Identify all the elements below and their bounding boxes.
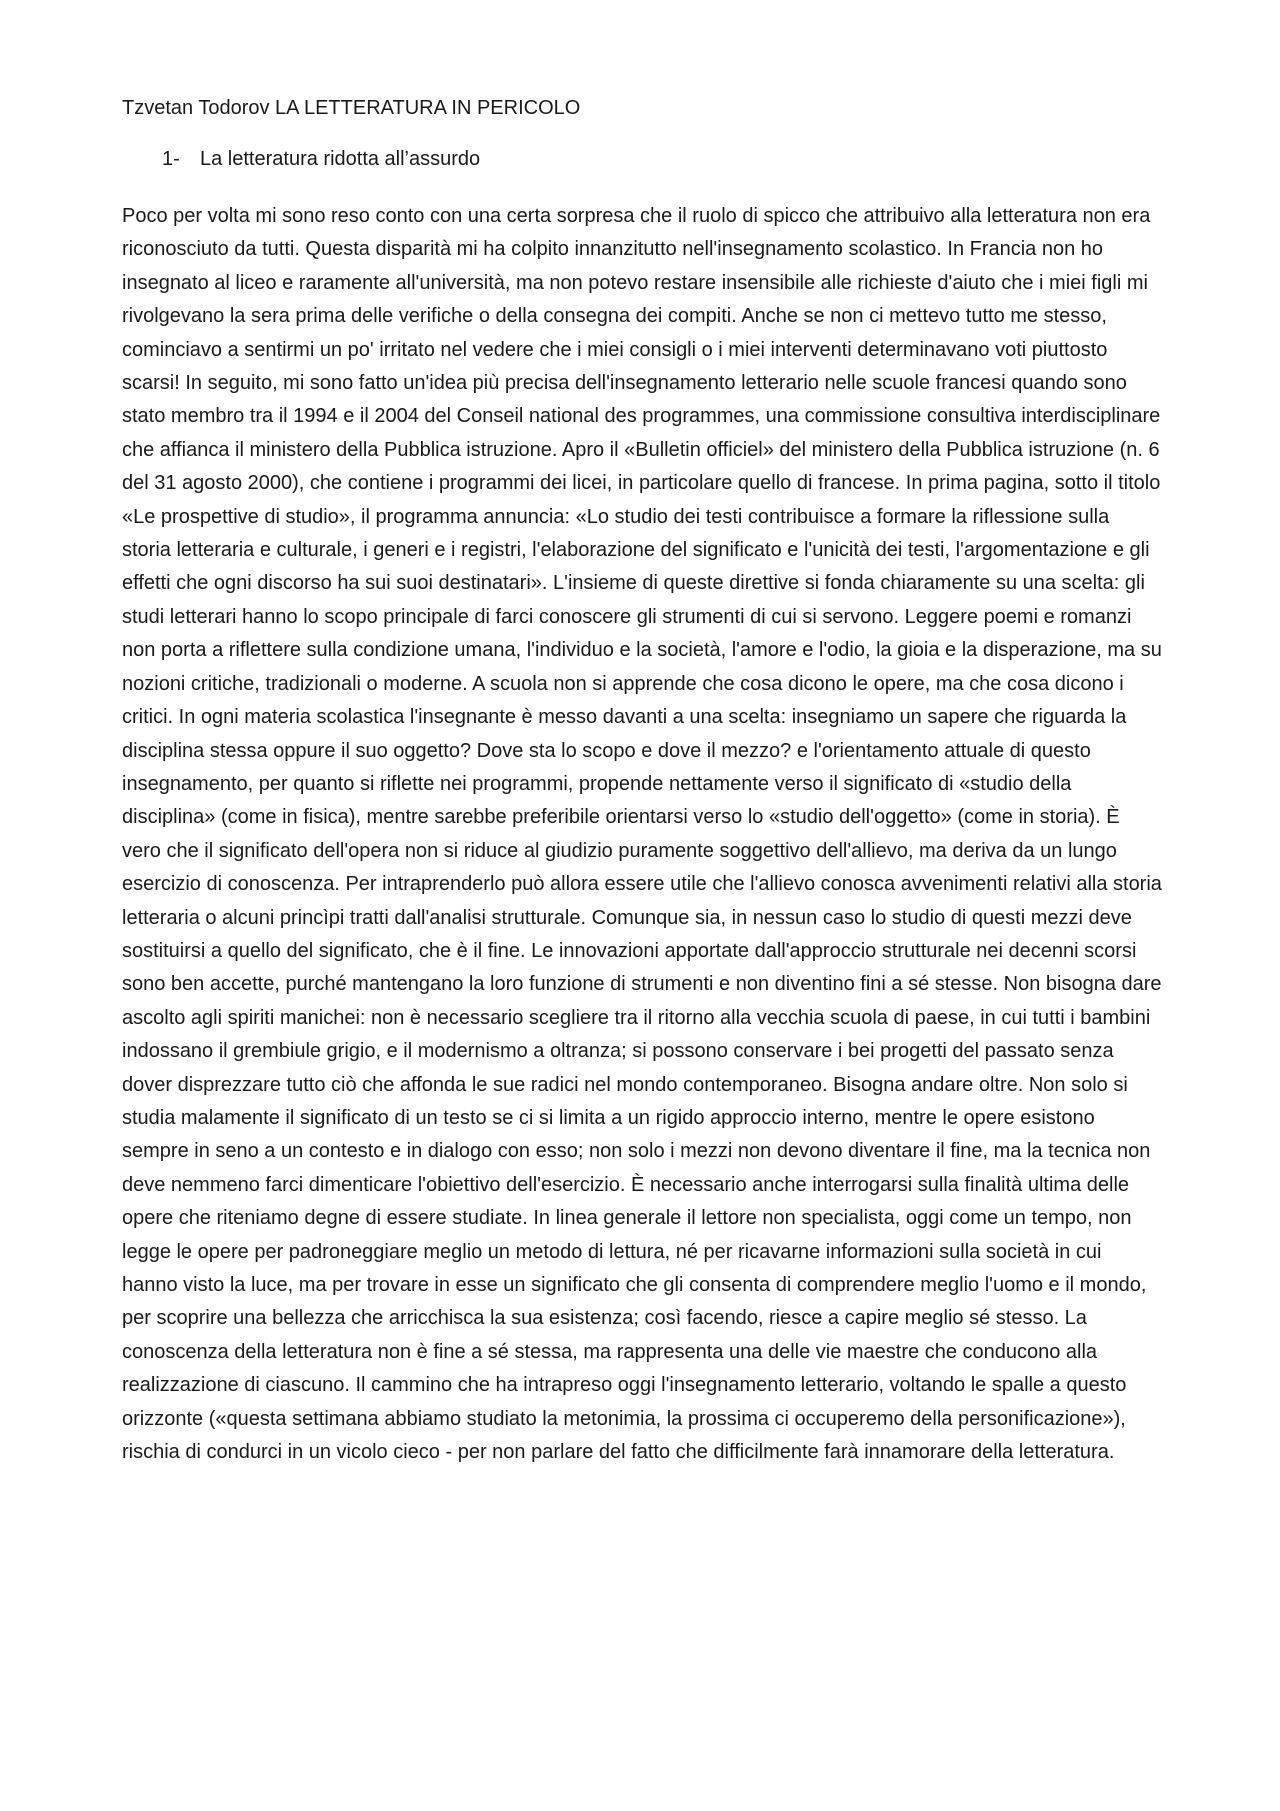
chapter-title: La letteratura ridotta all’assurdo [200, 148, 481, 170]
document-title: Tzvetan Todorov LA LETTERATURA IN PERICOLO [122, 97, 581, 119]
chapter-heading [122, 145, 1162, 173]
chapter-number: 1- [162, 148, 180, 170]
document-content [122, 94, 1162, 1469]
body-paragraph: Poco per volta mi sono reso conto con una certa sorpresa che il ruolo di spicco che attribuivo alla letteratura non era riconosciuto da tutti. Questa disparità mi ha colpito innanzitutto nell'insegnamento scolastico. In Francia non ho insegnato al liceo e raramente all'università, ma non potevo restare insensibile alle richieste d'aiuto che i miei figli mi rivolgevano la sera prima delle verifiche o della consegna dei compiti. Anche se non ci mettevo tutto me stesso, cominciavo a sentirmi un po' irritato nel vedere che i miei consigli o i miei interventi determinavano voti piuttosto scarsi! In seguito, mi sono fatto un'idea più precisa dell'insegnamento letterario nelle scuole francesi quando sono stato membro tra il 1994 e il 2004 del Conseil national des programmes, una commissione consultiva interdisciplinare che affianca il ministero della Pubblica istruzione. Apro il «Bulletin officiel» del ministero della Pubblica istruzione (n. 6 del 31 agosto 2000), che contiene i programmi dei licei, in particolare quello di francese. In prima pagina, sotto il titolo «Le prospettive di studio», il programma annuncia: «Lo studio dei testi contribuisce a formare la riflessione sulla storia letteraria e culturale, i generi e i registri, l'elaborazione del significato e l'unicità dei testi, l'argomentazione e gli effetti che ogni discorso ha sui suoi destinatari». L'insieme di queste direttive si fonda chiaramente su una scelta: gli studi letterari hanno lo scopo principale di farci conoscere gli strumenti di cui si servono. Leggere poemi e romanzi non porta a riflettere sulla condizione umana, l'individuo e la società, l'amore e l'odio, la gioia e la disperazione, ma su nozioni critiche, tradizionali o moderne. A scuola non si apprende che cosa dicono le opere, ma che cosa dicono i critici. In ogni materia scolastica l'insegnante è messo davanti a una scelta: insegniamo un sapere che riguarda la disciplina stessa oppure il suo oggetto? Dove sta lo scopo e dove il mezzo? e l'orientamento attuale di questo insegnamento, per quanto si riflette nei programmi, propende nettamente verso il significato di «studio della disciplina» (come in fisica), mentre sarebbe preferibile orientarsi verso lo «studio dell'oggetto» (come in storia). È vero che il significato dell'opera non si riduce al giudizio puramente soggettivo dell'allievo, ma deriva da un lungo esercizio di conoscenza. Per intraprenderlo può allora essere utile che l'allievo conosca avvenimenti relativi alla storia letteraria o alcuni princìpi tratti dall'analisi strutturale. Comunque sia, in nessun caso lo studio di questi mezzi deve sostituirsi a quello del significato, che è il fine. Le innovazioni apportate dall'approccio strutturale nei decenni scorsi sono ben accette, purché mantengano la loro funzione di strumenti e non diventino fini a sé stesse. Non bisogna dare ascolto agli spiriti manichei: non è necessario scegliere tra il ritorno alla vecchia scuola di paese, in cui tutti i bambini indossano il grembiule grigio, e il modernismo a oltranza; si possono conservare i bei progetti del passato senza dover disprezzare tutto ciò che affonda le sue radici nel mondo contemporaneo. Bisogna andare oltre. Non solo si studia malamente il significato di un testo se ci si limita a un rigido approccio interno, mentre le opere esistono sempre in seno a un contesto e in dialogo con esso; non solo i mezzi non devono diventare il fine, ma la tecnica non deve nemmeno farci dimenticare l'obiettivo dell'esercizio. È necessario anche interrogarsi sulla finalità ultima delle opere che riteniamo degne di essere studiate. In linea generale il lettore non specialista, oggi come un tempo, non legge le opere per padroneggiare meglio un metodo di lettura, né per ricavarne informazioni sulla società in cui hanno visto la luce, ma per trovare in esse un significato che gli consenta di comprendere meglio l'uomo e il mondo, per scoprire una bellezza che arricchisca la sua esistenza; così facendo, riesce a capire meglio sé stesso. La conoscenza della letteratura non è fine a sé stessa, ma rappresenta una delle vie maestre che conducono alla realizzazione di ciascuno. Il cammino che ha intrapreso oggi l'insegnamento letterario, voltando le spalle a questo orizzonte («questa settimana abbiamo studiato la metonimia, la prossima ci occuperemo della personificazione»), rischia di condurci in un vicolo cieco - per non parlare del fatto che difficilmente farà innamorare della letteratura. [122, 205, 1162, 1464]
